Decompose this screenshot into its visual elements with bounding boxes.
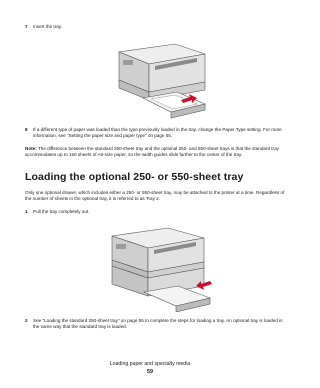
step-number: 8	[25, 127, 28, 132]
step-text: Pull the tray completely out.	[33, 209, 90, 214]
printer-insert-tray-illustration	[105, 40, 215, 122]
section-heading: Loading the optional 250- or 550-sheet tray	[25, 171, 244, 183]
note-label: Note:	[25, 146, 37, 151]
footer-title: Loading paper and specialty media	[109, 361, 191, 367]
note-paragraph	[25, 146, 287, 158]
step-8	[25, 127, 287, 141]
step-text: Insert the tray.	[33, 24, 63, 29]
step-number: 7	[25, 24, 28, 29]
step-text: See "Loading the standard 250-sheet tray" on page 55 to complete the steps for loading a tray. An optional tray is loaded in the same way that the standard tray is loaded.	[33, 318, 283, 329]
step-number: 2	[25, 318, 28, 323]
note-text: The difference between the standard 250-sheet tray and the optional 250- and 550-sheet trays is that the standard tray accommodates up to 150 sheets of A6-size paper, so the width guides slide farther to the center of the tray.	[25, 146, 279, 157]
step-2	[25, 318, 287, 332]
step-number: 1	[25, 209, 28, 214]
page-number: 59	[147, 369, 153, 375]
step-text: If a different type of paper was loaded than the type previously loaded in the tray, change the Paper Type setting. For more information, see "Setting the paper size and paper type" on page 55.	[33, 127, 282, 138]
section-intro: Only one optional drawer, which includes either a 250- or 550-sheet tray, may be attached to the printer at a time. Regardless of the number of sheets in the optional tray, it is referred to as Tray 2.	[25, 190, 285, 201]
optional-tray-pull-illustration	[100, 226, 220, 312]
